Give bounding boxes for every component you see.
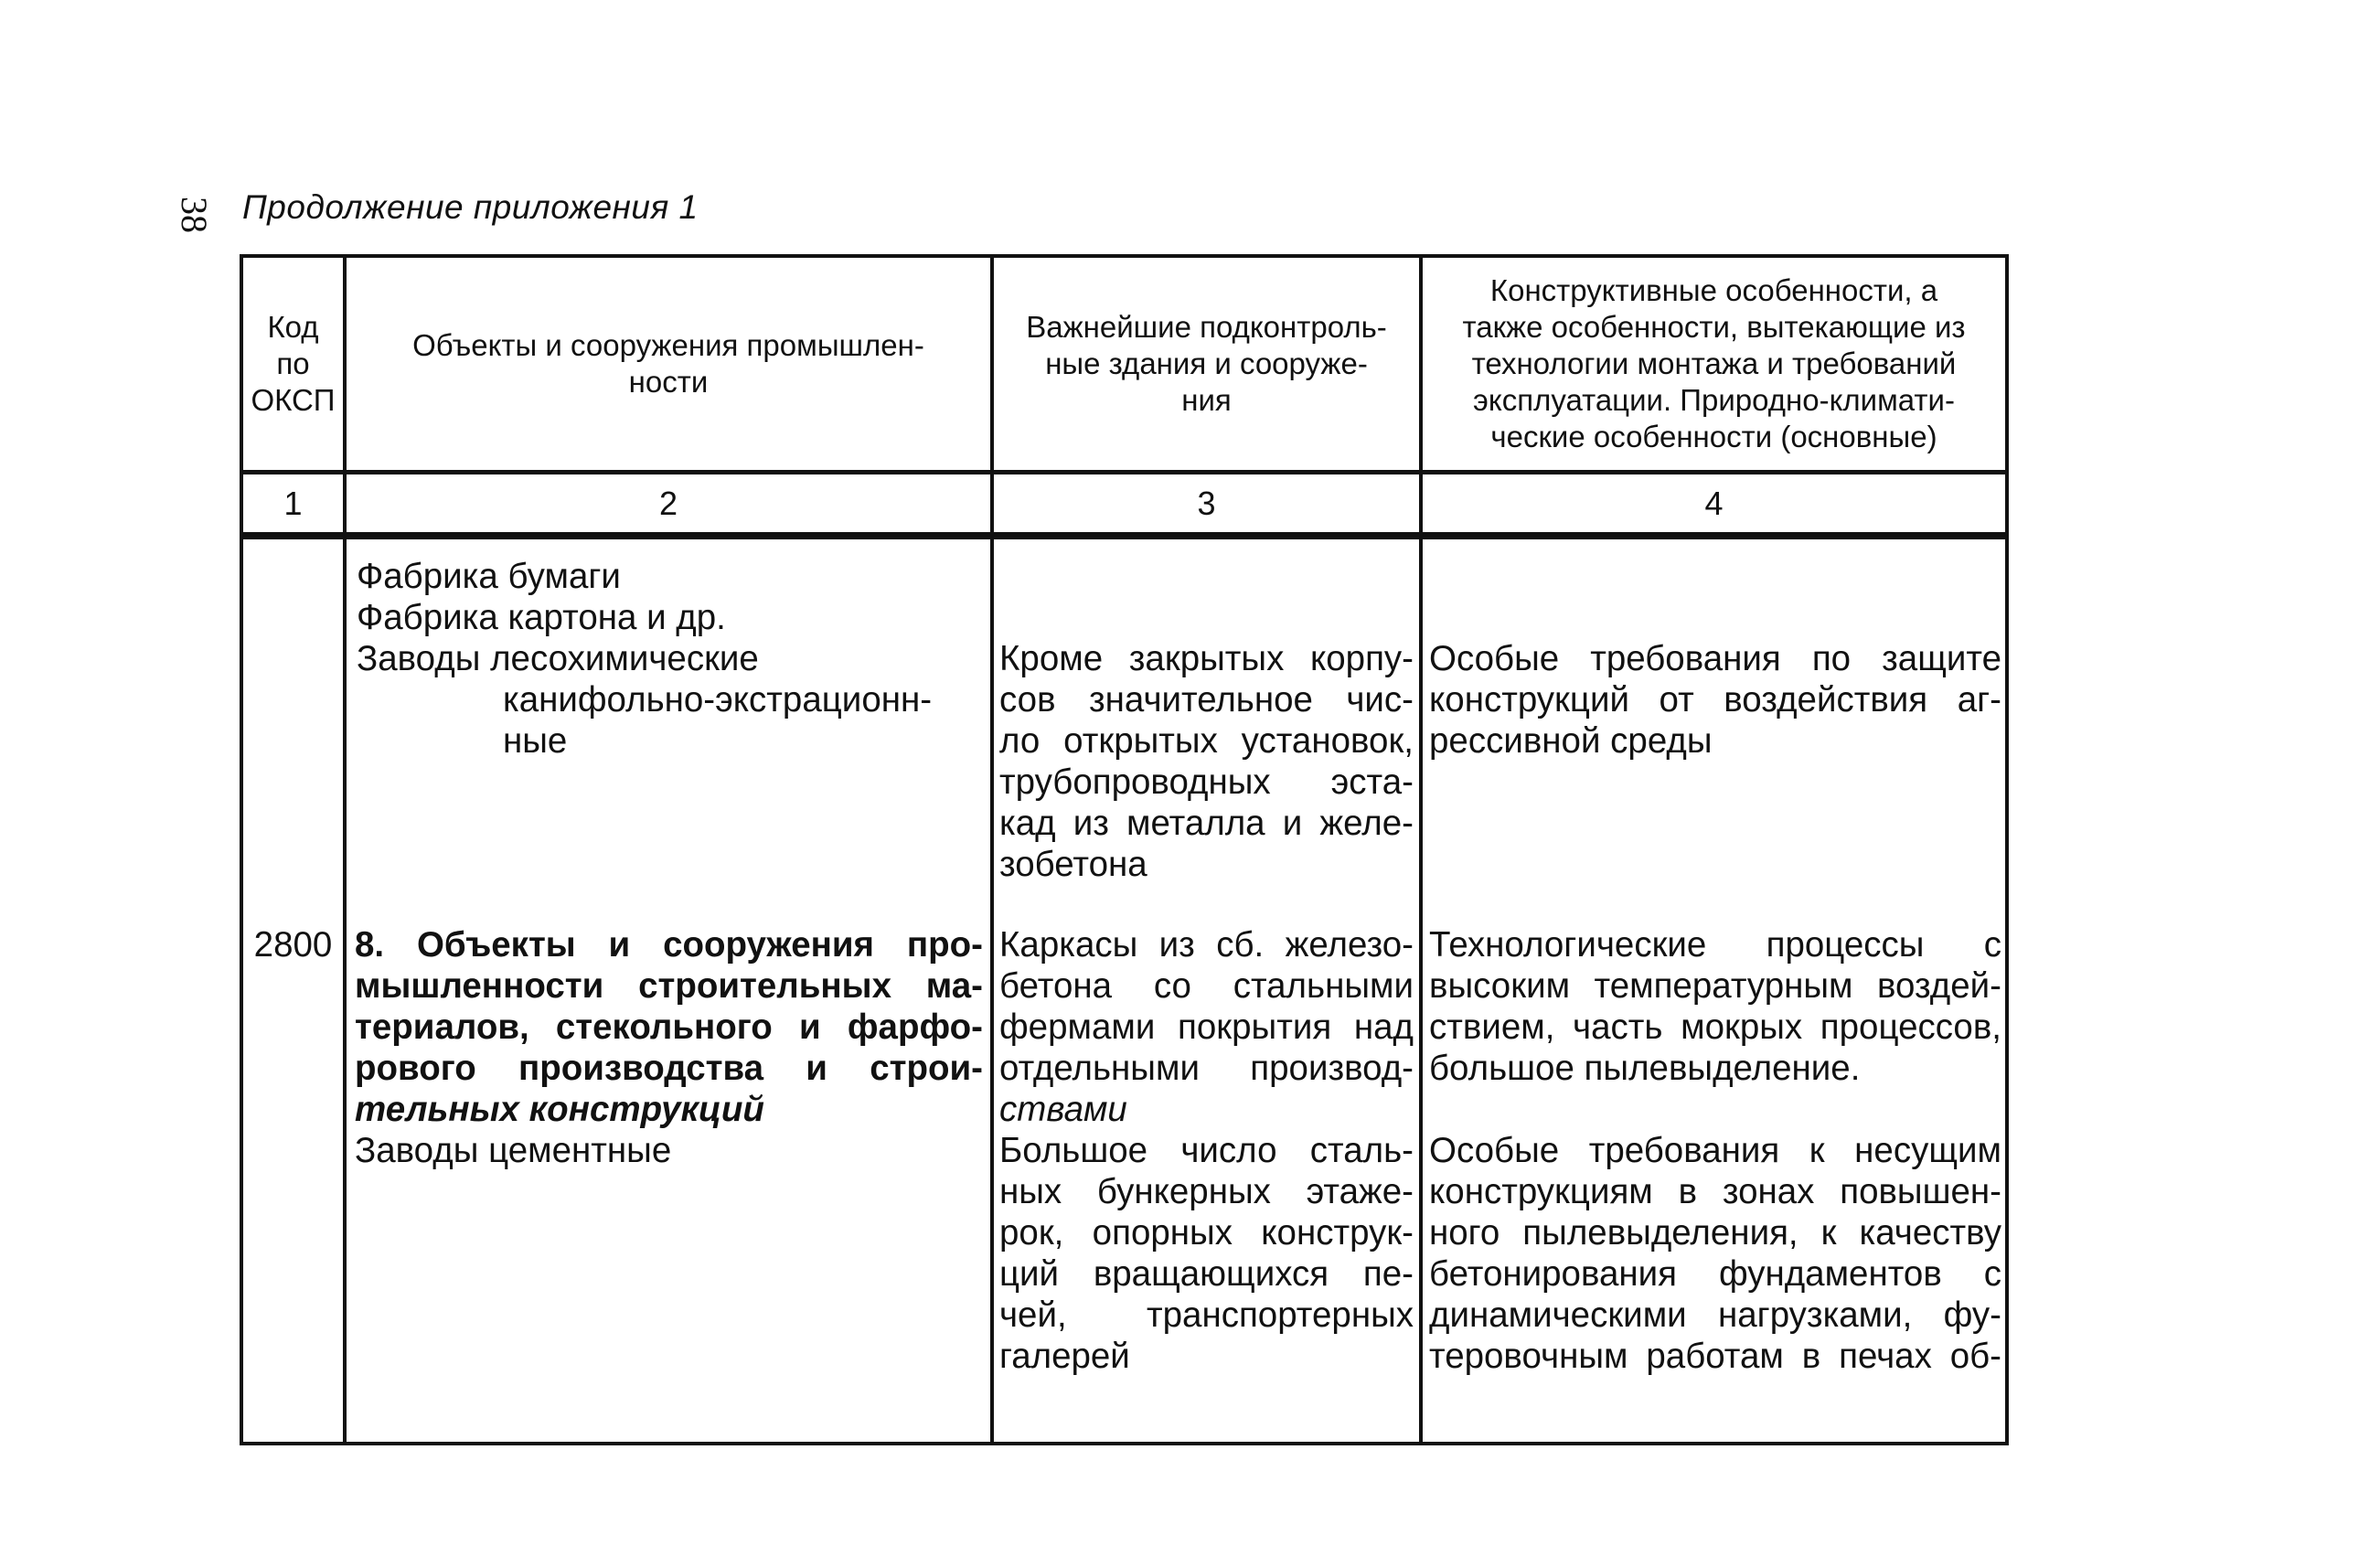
block1-features: Особые требования по защите конструкций от воздействия аг- рессивной среды	[1429, 639, 2001, 761]
block2-buildings: Каркасы из сб. железо- бетона со стальными фермами покрытия над отдельными производ- ствами Большое число сталь- ных бункерных этаже- рок, опорных конструк- ций вращающихся пе- чей, транспортерных галерей	[999, 925, 1414, 1376]
list-item: Фабрика бумаги	[357, 557, 621, 596]
header-buildings: Важнейшие подконтроль- ные здания и сооруже- ния	[1026, 310, 1387, 417]
header-features: Конструктивные особенности, а также особенности, вытекающие из технологии монтажа и требований эксплуатации. Природно-климати- ческие особенности (основные)	[1462, 273, 1966, 453]
page-number: 38	[174, 197, 215, 233]
section-heading: 8. Объекты и сооружения про-	[355, 925, 983, 965]
list-item: ные	[503, 721, 568, 761]
block2-objects: 8. Объекты и сооружения про- мышленности строительных ма- териалов, стекольного и фарфо- рового производства и строи- тельных конструкций Заводы цементные	[355, 925, 983, 1170]
block1-buildings: Кроме закрытых корпу- сов значительное чис- ло открытых установок, трубопроводных эста- кад из металла и желе- зобетона	[999, 639, 1414, 884]
column-number-2: 2	[658, 484, 678, 522]
number-row-divider	[240, 532, 2009, 539]
block1-objects	[357, 556, 983, 762]
column-number-3: 3	[1197, 484, 1216, 522]
list-item: канифольно-экстрационн-	[503, 680, 933, 720]
block2-code: 2800	[253, 925, 333, 965]
list-item: Заводы цементные	[355, 1131, 672, 1170]
page-caption: Продолжение приложения 1	[242, 188, 699, 226]
list-item: Фабрика картона и др.	[357, 598, 726, 637]
column-number-4: 4	[1704, 484, 1724, 522]
column-number-1: 1	[283, 484, 303, 522]
block2-features: Технологические процессы с высоким температурным воздей- ствием, часть мокрых процессов, большое пылевыделение. Особые требования к несущим конструкциям в зонах повышен- ного пылевыделения, к качеству бетонирования фундаментов с динамическими нагрузками, фу- теровочным работам в печах об-	[1429, 925, 2001, 1376]
list-item: Заводы лесохимические	[357, 639, 759, 678]
header-objects: Объекты и сооружения промышлен- ности	[412, 328, 924, 399]
header-code: Код по ОКСП	[251, 310, 336, 417]
